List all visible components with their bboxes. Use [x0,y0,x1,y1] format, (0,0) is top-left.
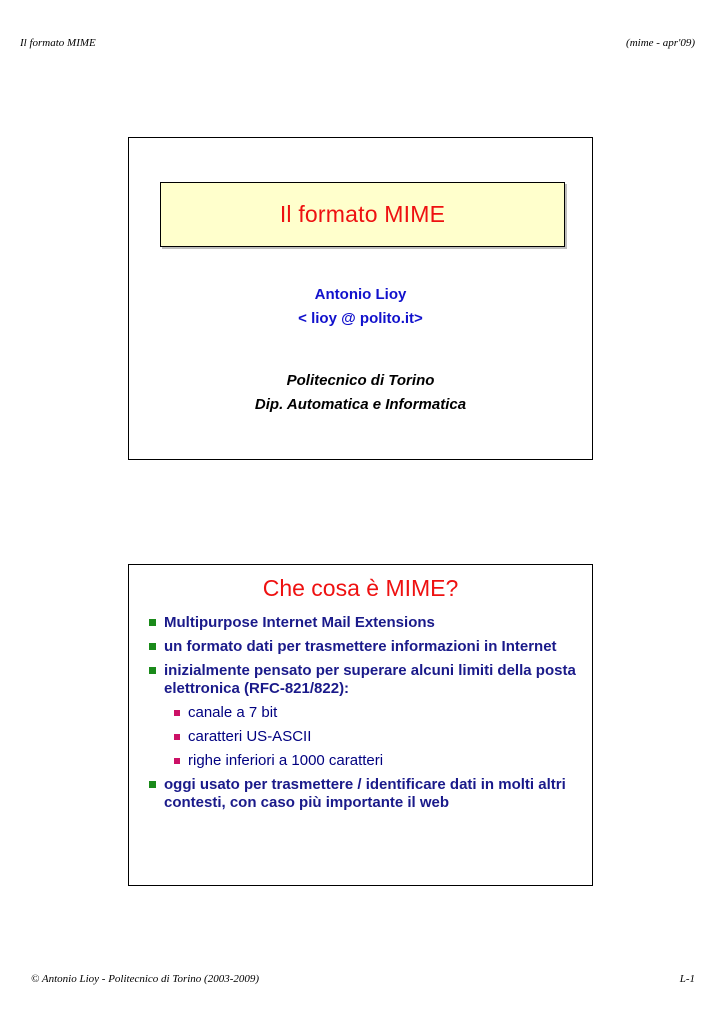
department-name: Dip. Automatica e Informatica [254,396,467,413]
square-bullet-icon [149,619,156,626]
bullet-list [148,614,588,818]
slide-title-text: Il formato MIME [279,201,446,227]
page-header-right: (mime - apr'09) [626,37,695,49]
slide-heading: Che cosa è MIME? [262,575,459,601]
sub-bullet-item: canale a 7 bit [148,704,588,722]
slide-what-is-mime [128,564,593,886]
square-sub-bullet-icon [174,734,180,740]
title-box [160,182,565,247]
sub-bullet-item: righe inferiori a 1000 caratteri [148,752,588,770]
page-footer-left: © Antonio Lioy - Politecnico di Torino (2003-2009) [31,973,260,985]
sub-bullet-item: caratteri US-ASCII [148,728,588,746]
author-name: Antonio Lioy [314,286,407,303]
slide-title [128,137,593,460]
author-email: < lioy @ polito.it> [298,310,423,327]
bullet-item: un formato dati per trasmettere informazioni in Internet [148,638,588,656]
bullet-item: Multipurpose Internet Mail Extensions [148,614,588,632]
bullet-item: inizialmente pensato per superare alcuni limiti della posta elettronica (RFC-821/822): [148,662,588,698]
square-sub-bullet-icon [174,710,180,716]
bullet-item: oggi usato per trasmettere / identificare dati in molti altri contesti, con caso più importante il web [148,776,588,812]
square-bullet-icon [149,667,156,674]
page-header-left: Il formato MIME [20,37,96,49]
square-bullet-icon [149,643,156,650]
square-bullet-icon [149,781,156,788]
square-sub-bullet-icon [174,758,180,764]
page-number: L-1 [679,973,695,985]
institution-name: Politecnico di Torino [286,372,435,389]
